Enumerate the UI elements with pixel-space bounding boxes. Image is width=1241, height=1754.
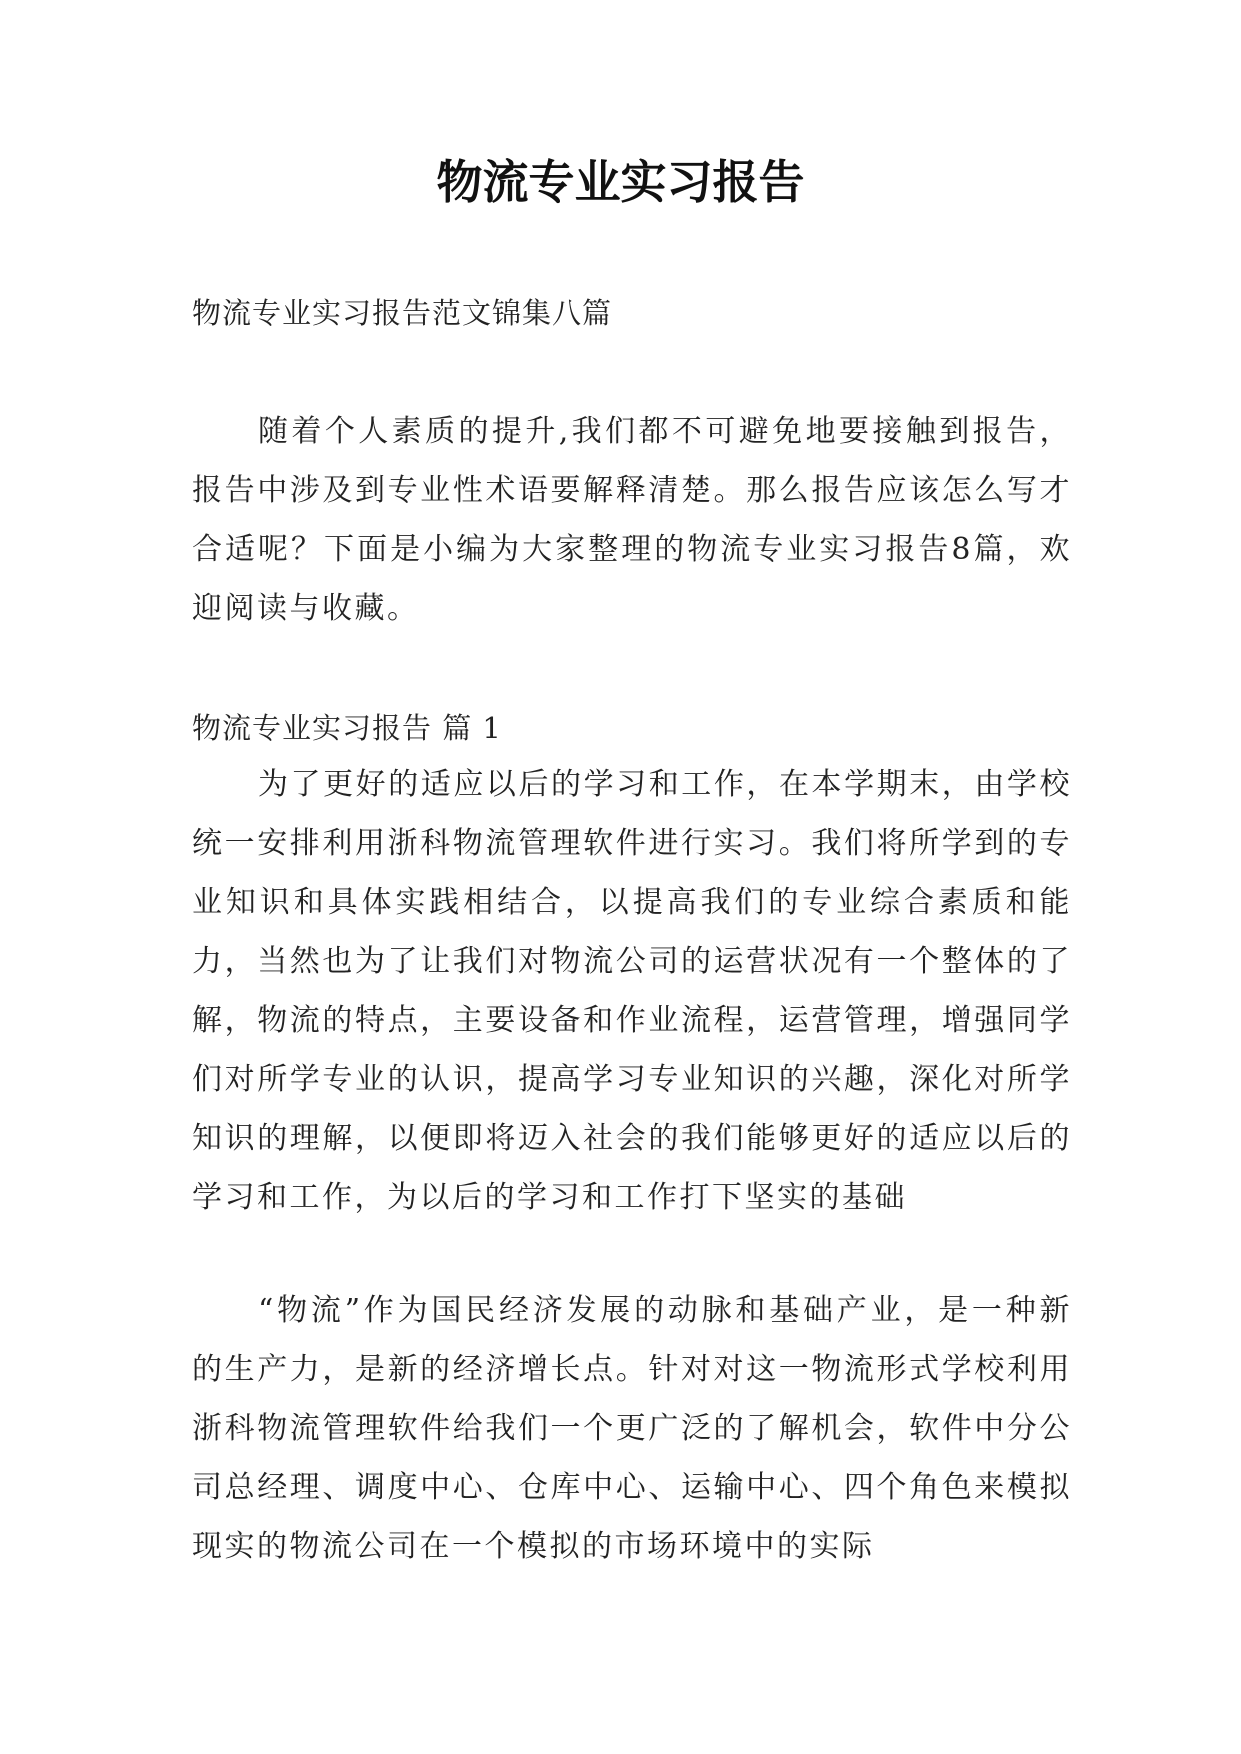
body-paragraph: “物流”作为国民经济发展的动脉和基础产业，是一种新的生产力，是新的经济增长点。针对对这一物流形式学校利用浙科物流管理软件给我们一个更广泛的了解机会，软件中分公司总经理、调度中心、仓库中心、运输中心、四个角色来模拟现实的物流公司在一个模拟的市场环境中的实际 (192, 1293, 1072, 1564)
body-paragraph: 为了更好的适应以后的学习和工作，在本学期末，由学校统一安排利用浙科物流管理软件进行实习。我们将所学到的专业知识和具体实践相结合，以提高我们的专业综合素质和能力，当然也为了让我们对物流公司的运营状况有一个整体的了解，物流的特点，主要设备和作业流程，运营管理，增强同学们对所学专业的认识，提高学习专业知识的兴趣，深化对所学知识的理解，以便即将迈入社会的我们能够更好的适应以后的学习和工作，为以后的学习和工作打下坚实的基础 (192, 767, 1072, 1215)
document-title: 物流专业实习报告 (436, 155, 805, 209)
document-subtitle: 物流专业实习报告范文锦集八篇 (192, 296, 613, 330)
section-heading: 物流专业实习报告 篇 1 (192, 711, 502, 745)
intro-paragraph: 随着个人素质的提升,我们都不可避免地要接触到报告，报告中涉及到专业性术语要解释清楚。那么报告应该怎么写才合适呢？下面是小编为大家整理的物流专业实习报告8篇，欢迎阅读与收藏。 (192, 414, 1072, 626)
